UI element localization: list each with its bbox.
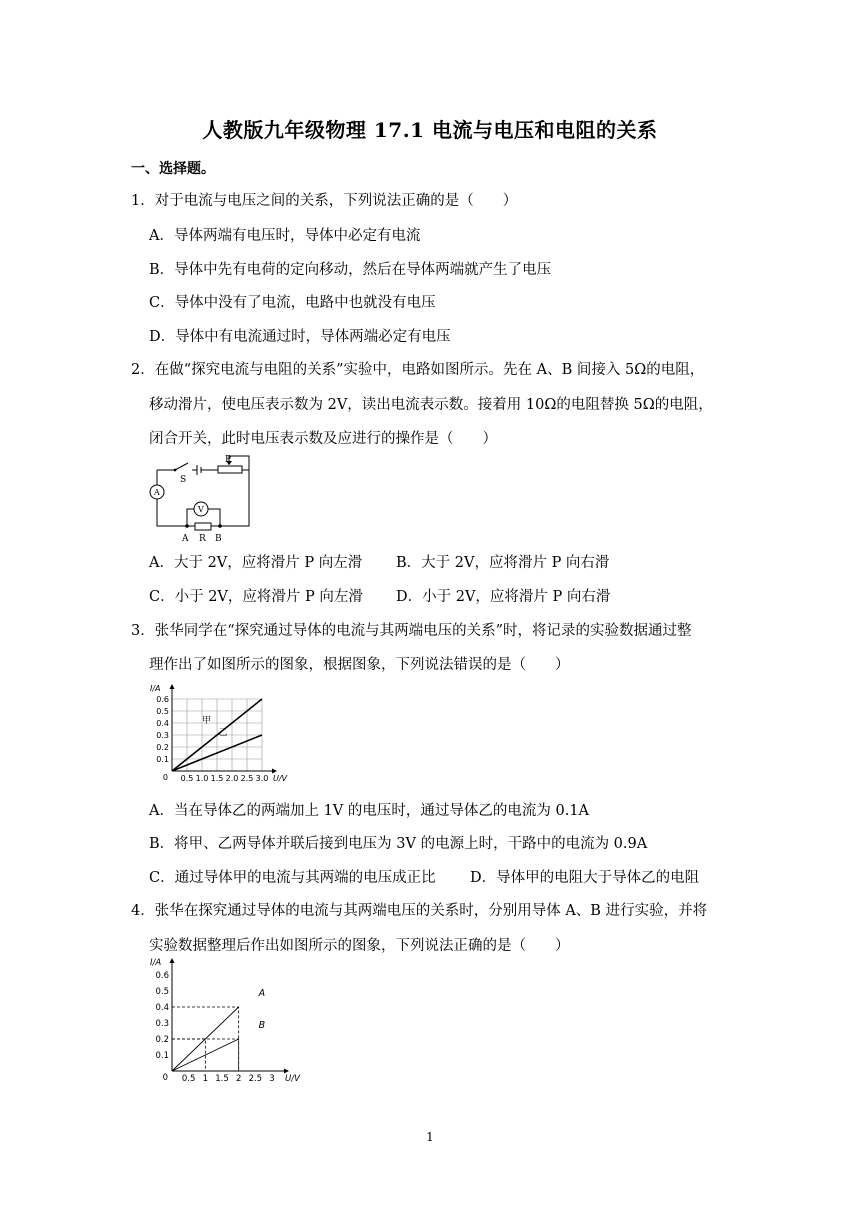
x-tick-label: 2.5 <box>248 1074 263 1084</box>
q3-option-c[interactable]: C．通过导体甲的电流与其两端的电压成正比 <box>149 870 436 886</box>
y-axis-label: I/A <box>150 958 162 968</box>
y-tick-label: 0.2 <box>156 743 169 752</box>
y-tick-label: 0.6 <box>155 971 169 981</box>
y-tick-label: 0.4 <box>156 719 169 728</box>
q1-option-b[interactable]: B．导体中先有电荷的定向移动，然后在导体两端就产生了电压 <box>149 262 552 278</box>
x-tick-label: 1.0 <box>195 774 209 783</box>
x-axis-label: U/V <box>273 774 288 783</box>
x-tick-label: 2.5 <box>240 774 254 783</box>
series-label: 甲 <box>202 716 212 726</box>
chart-jia-yi <box>145 678 288 788</box>
q3-stem-line2: 理作出了如图所示的图象，根据图象，下列说法错误的是（ ） <box>149 657 570 673</box>
chart-a-b <box>148 958 308 1092</box>
q3-option-a[interactable]: A．当在导体乙的两端加上 1V 的电压时，通过导体乙的电流为 0.1A <box>149 803 590 819</box>
q3-stem-line1: 3．张华同学在“探究通过导体的电流与其两端电压的关系”时，将记录的实验数据通过整 <box>131 623 692 639</box>
y-tick-label: 0.2 <box>155 1035 169 1045</box>
x-tick-label: 2 <box>235 1074 242 1084</box>
y-tick-label: 0.1 <box>156 755 169 764</box>
q1-stem: 1．对于电流与电压之间的关系，下列说法正确的是（ ） <box>131 193 518 209</box>
x-tick-label: 1 <box>202 1074 209 1084</box>
series-label: B <box>258 1019 266 1031</box>
q1-option-c[interactable]: C．导体中没有了电流，电路中也就没有电压 <box>149 295 436 311</box>
y-tick-label: 0.5 <box>155 987 169 997</box>
y-tick-label: 0.6 <box>156 695 169 704</box>
q2-stem-line2: 移动滑片，使电压表示数为 2V，读出电流表示数。接着用 10Ω的电阻替换 5Ω的电阻， <box>149 397 713 413</box>
q1-option-d[interactable]: D．导体中有电流通过时，导体两端必定有电压 <box>149 329 451 345</box>
x-tick-label: 1.5 <box>210 774 224 783</box>
q1-option-a[interactable]: A．导体两端有电压时，导体中必定有电流 <box>149 228 421 244</box>
q2-stem-line3: 闭合开关，此时电压表示数及应进行的操作是（ ） <box>149 431 497 447</box>
page-title: 人教版九年级物理 17.1 电流与电压和电阻的关系 <box>202 118 658 142</box>
q2-stem-line1: 2．在做“探究电流与电阻的关系”实验中，电路如图所示。先在 A、B 间接入 5Ω的电阻， <box>131 362 705 378</box>
voltmeter-symbol: V <box>198 505 204 514</box>
x-tick-label: 3 <box>269 1074 275 1084</box>
circuit-label-s: S <box>180 475 187 485</box>
y-tick-label: 0.4 <box>155 1003 169 1013</box>
y-tick-label: 0.1 <box>155 1051 169 1061</box>
q4-stem-line1: 4．张华在探究通过导体的电流与其两端电压的关系时，分别用导体 A、B 进行实验，并将 <box>131 903 708 919</box>
y-axis-arrow <box>170 958 175 963</box>
series-label: A <box>258 987 266 999</box>
q3-option-b[interactable]: B．将甲、乙两导体并联后接到电压为 3V 的电源上时，干路中的电流为 0.9A <box>149 836 648 852</box>
page-number: 1 <box>426 1130 434 1144</box>
y-tick-label: 0.3 <box>155 1019 169 1029</box>
origin-label: 0 <box>162 773 168 782</box>
circuit-label-a: A <box>182 534 189 544</box>
circuit-label-b: B <box>215 534 222 544</box>
x-tick-label: 0.5 <box>181 1074 196 1084</box>
circuit-diagram <box>145 450 260 545</box>
q2-option-a[interactable]: A．大于 2V，应将滑片 P 向左滑 <box>149 555 363 571</box>
circuit-label-p: P <box>225 455 232 465</box>
y-axis-arrow <box>170 684 175 689</box>
y-tick-label: 0.5 <box>156 707 169 716</box>
x-axis-label: U/V <box>285 1074 300 1084</box>
x-tick-label: 0.5 <box>180 774 194 783</box>
y-axis-label: I/A <box>150 684 161 693</box>
circuit-label-r: R <box>199 534 206 544</box>
origin-label: 0 <box>162 1073 168 1083</box>
q3-option-d[interactable]: D．导体甲的电阻大于导体乙的电阻 <box>470 870 700 886</box>
x-axis-arrow <box>272 769 277 774</box>
q4-stem-line2: 实验数据整理后作出如图所示的图象，下列说法正确的是（ ） <box>149 938 570 954</box>
x-tick-label: 3.0 <box>255 774 269 783</box>
q2-option-b[interactable]: B．大于 2V，应将滑片 P 向右滑 <box>396 555 610 571</box>
ammeter-symbol: A <box>154 488 160 497</box>
series-label: 乙 <box>218 728 228 738</box>
x-axis-arrow <box>284 1069 289 1074</box>
section-heading: 一、选择题。 <box>131 161 215 177</box>
q2-option-c[interactable]: C．小于 2V，应将滑片 P 向左滑 <box>149 589 363 605</box>
x-tick-label: 1.5 <box>215 1074 229 1084</box>
y-tick-label: 0.3 <box>156 731 169 740</box>
q2-option-d[interactable]: D．小于 2V，应将滑片 P 向右滑 <box>396 589 611 605</box>
x-tick-label: 2.0 <box>225 774 239 783</box>
